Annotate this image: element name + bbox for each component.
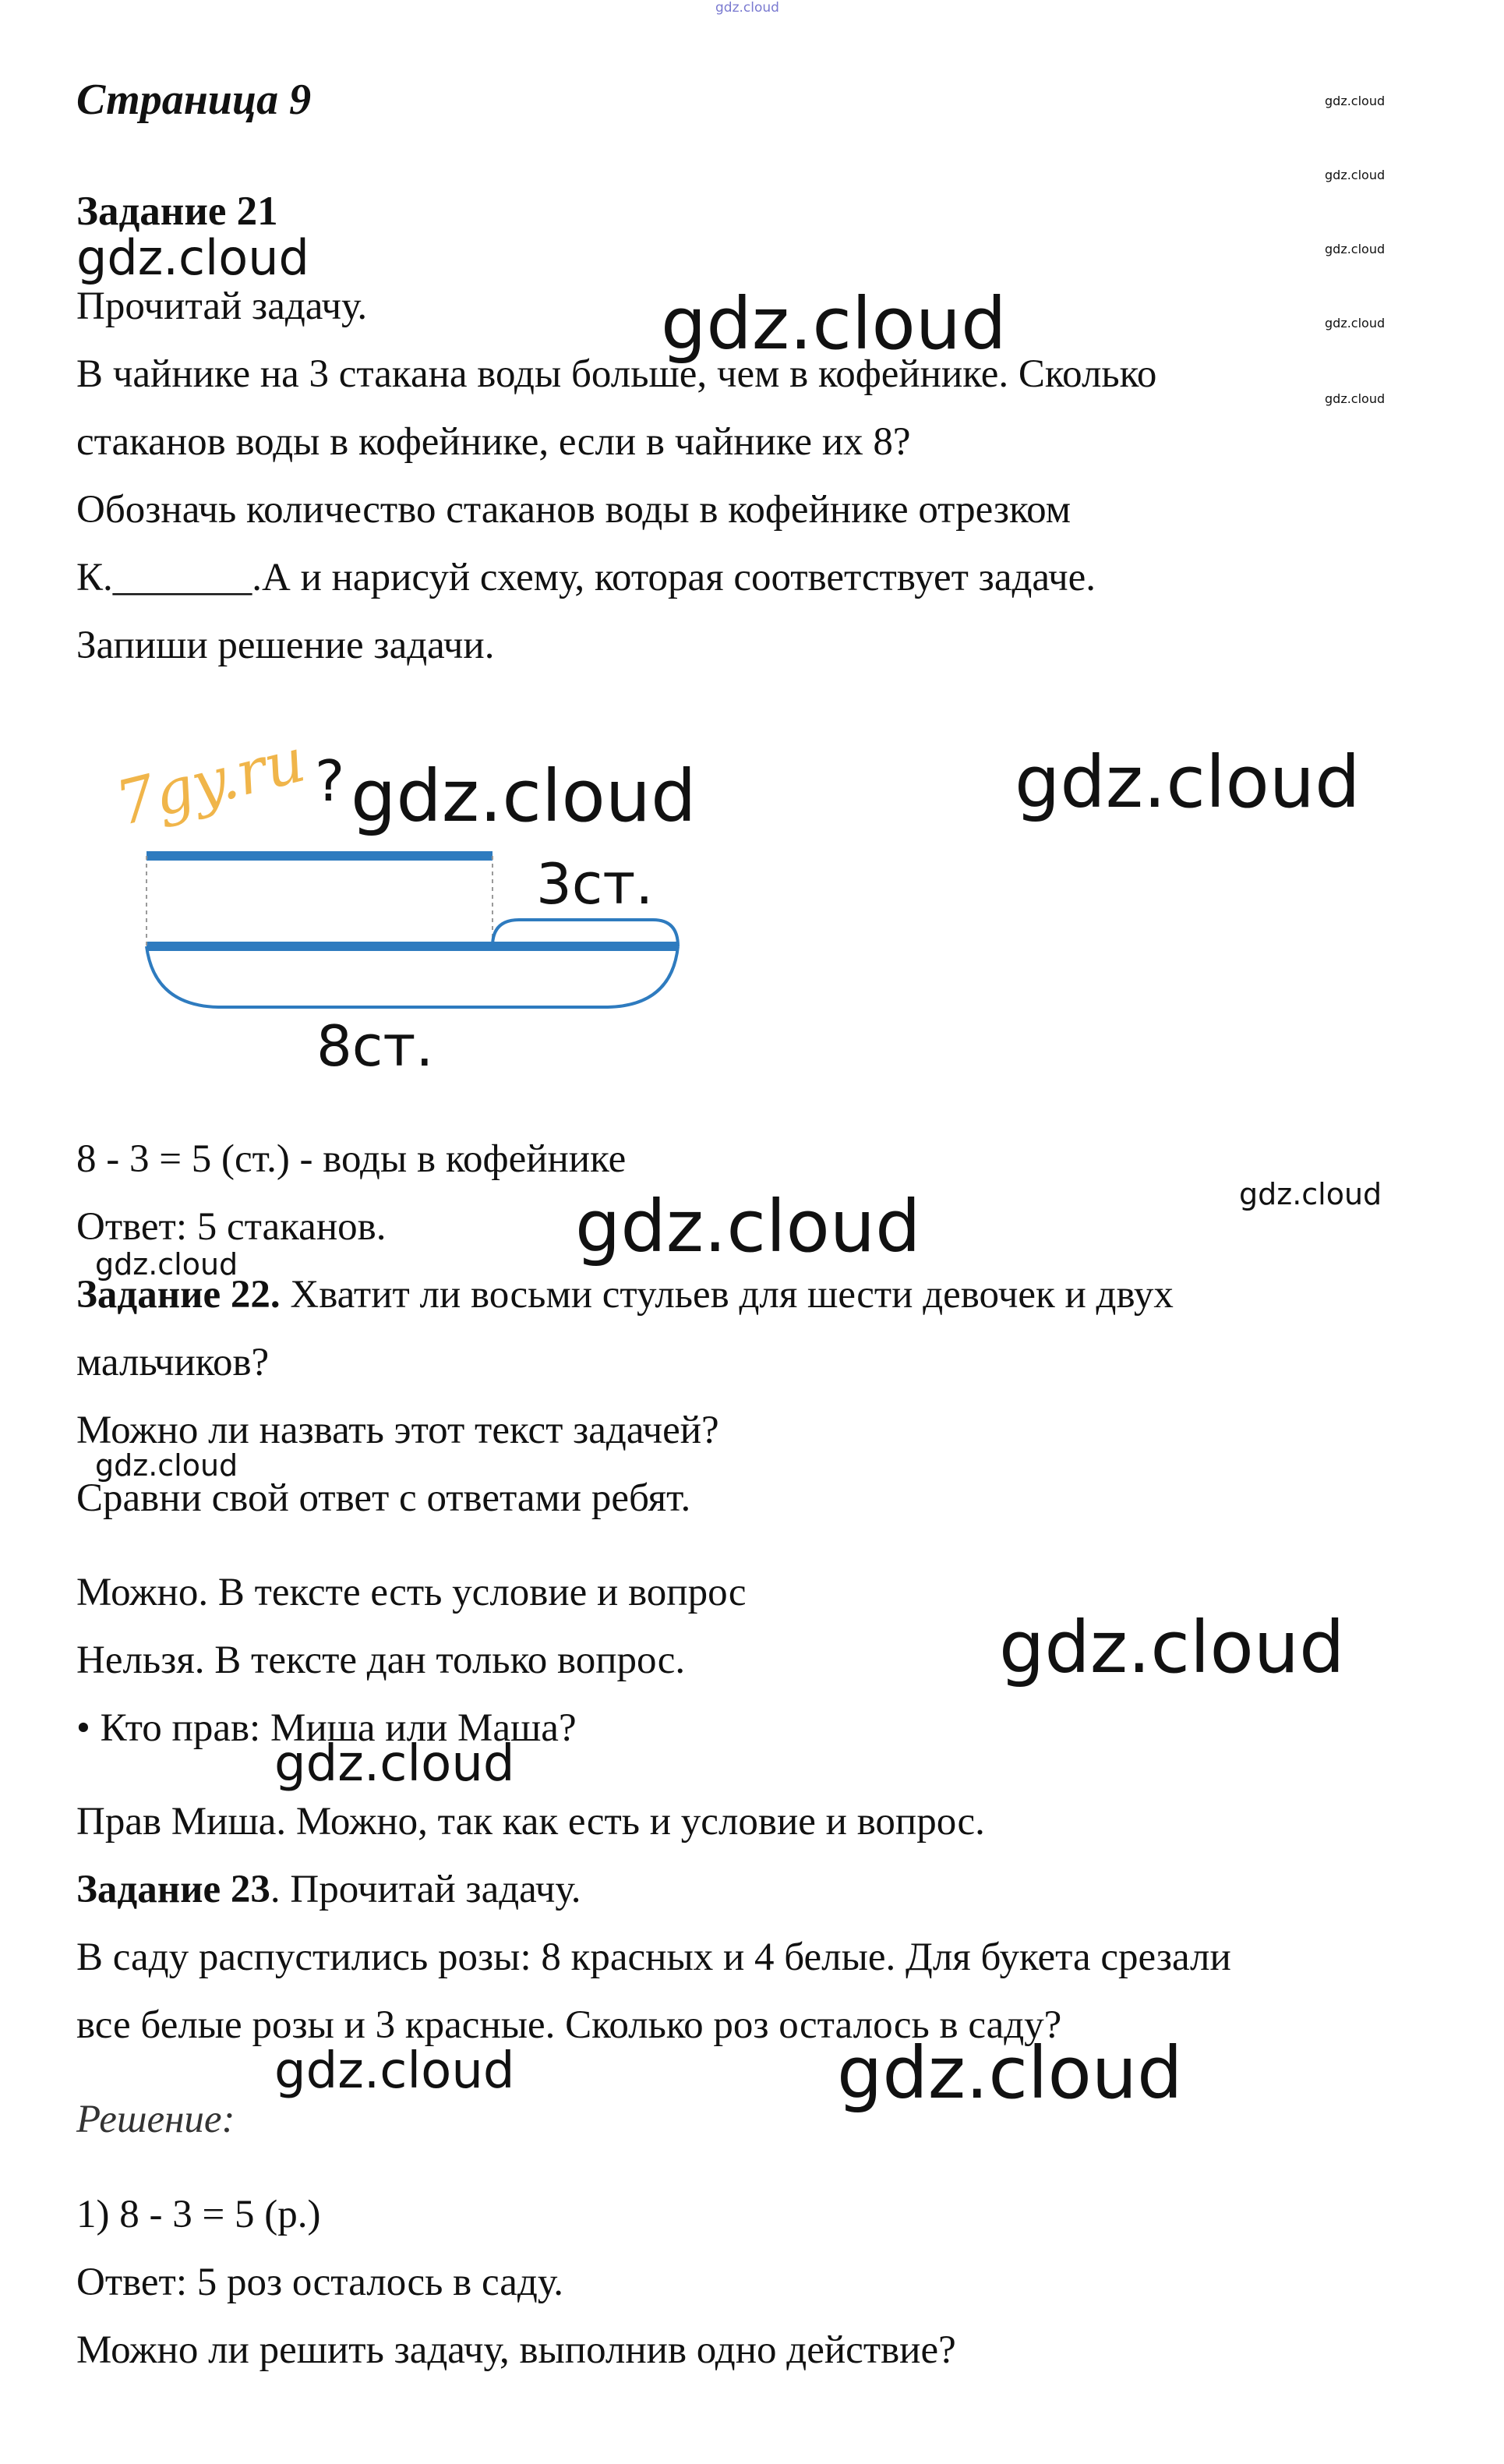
task23-question: Можно ли решить задачу, выполнив одно действие? <box>76 2328 956 2372</box>
watermark: gdz.cloud <box>351 755 697 838</box>
task22-line: Можно ли назвать этот текст задачей? <box>76 1409 719 1452</box>
watermark: gdz.cloud <box>274 2042 515 2100</box>
watermark: gdz.cloud <box>999 1606 1345 1689</box>
watermark: gdz.cloud <box>1325 316 1386 331</box>
watermark: gdz.cloud <box>1015 741 1361 824</box>
task21-heading: Задание 21 <box>76 189 278 234</box>
task21-answer: Ответ: 5 стаканов. <box>76 1205 387 1249</box>
watermark: gdz.cloud <box>661 282 1007 366</box>
watermark: gdz.cloud <box>1325 94 1386 108</box>
watermark: gdz.cloud <box>274 1735 515 1793</box>
watermark: gdz.cloud <box>837 2031 1183 2115</box>
task22-line: Прав Миша. Можно, так как есть и условие и вопрос. <box>76 1800 985 1844</box>
task23-heading: Задание 23 <box>76 1868 270 1911</box>
task22-line: мальчиков? <box>76 1341 270 1384</box>
task21-line: К._______.А и нарисуй схему, которая соответствует задаче. <box>76 556 1096 599</box>
task21-line: В чайнике на 3 стакана воды больше, чем в кофейнике. Сколько <box>76 352 1157 396</box>
task21-line: Обозначь количество стаканов воды в кофейнике отрезком <box>76 488 1071 532</box>
task21-line: стаканов воды в кофейнике, если в чайнике их 8? <box>76 420 911 464</box>
task22-heading: Задание 22. <box>76 1273 281 1317</box>
watermark: gdz.cloud <box>1239 1177 1382 1211</box>
task22-line: Можно. В тексте есть условие и вопрос <box>76 1571 747 1614</box>
page-title: Страница 9 <box>76 76 312 124</box>
watermark: gdz.cloud <box>95 1247 238 1281</box>
top-watermark: gdz.cloud <box>715 0 779 16</box>
watermark: gdz.cloud <box>575 1185 921 1268</box>
task23-solution-label: Решение: <box>76 2098 235 2141</box>
task21-line: Запиши решение задачи. <box>76 624 495 667</box>
watermark: gdz.cloud <box>76 229 309 286</box>
task21-line: Прочитай задачу. <box>76 285 368 328</box>
task23-line: все белые розы и 3 красные. Сколько роз осталось в саду? <box>76 2003 1062 2047</box>
watermark: gdz.cloud <box>95 1448 238 1483</box>
watermark: gdz.cloud <box>1325 168 1386 182</box>
task22-line: Нельзя. В тексте дан только вопрос. <box>76 1639 686 1682</box>
logo-7gy: 7gy.ru <box>109 725 312 840</box>
watermark: gdz.cloud <box>1325 242 1386 256</box>
task23-solution: 1) 8 - 3 = 5 (р.) <box>76 2193 321 2236</box>
task23-heading-rest: . Прочитай задачу. <box>270 1868 581 1911</box>
diagram-question-mark: ? <box>315 748 345 814</box>
task23-heading-line <box>76 1856 581 1924</box>
diagram-total-label: 8ст. <box>316 1013 434 1079</box>
task22-line: Сравни свой ответ с ответами ребят. <box>76 1476 691 1520</box>
watermark: gdz.cloud <box>1325 391 1386 406</box>
task22-line: • Кто прав: Миша или Маша? <box>76 1706 577 1750</box>
task23-line: В саду распустились розы: 8 красных и 4 белые. Для букета срезали <box>76 1935 1231 1979</box>
task21-solution: 8 - 3 = 5 (ст.) - воды в кофейнике <box>76 1137 627 1181</box>
task22-heading-rest: Хватит ли восьми стульев для шести девочек и двух <box>280 1273 1174 1317</box>
task23-answer: Ответ: 5 роз осталось в саду. <box>76 2261 563 2304</box>
task22-heading-line <box>76 1261 1174 1329</box>
diagram-diff-label: 3ст. <box>536 851 654 917</box>
